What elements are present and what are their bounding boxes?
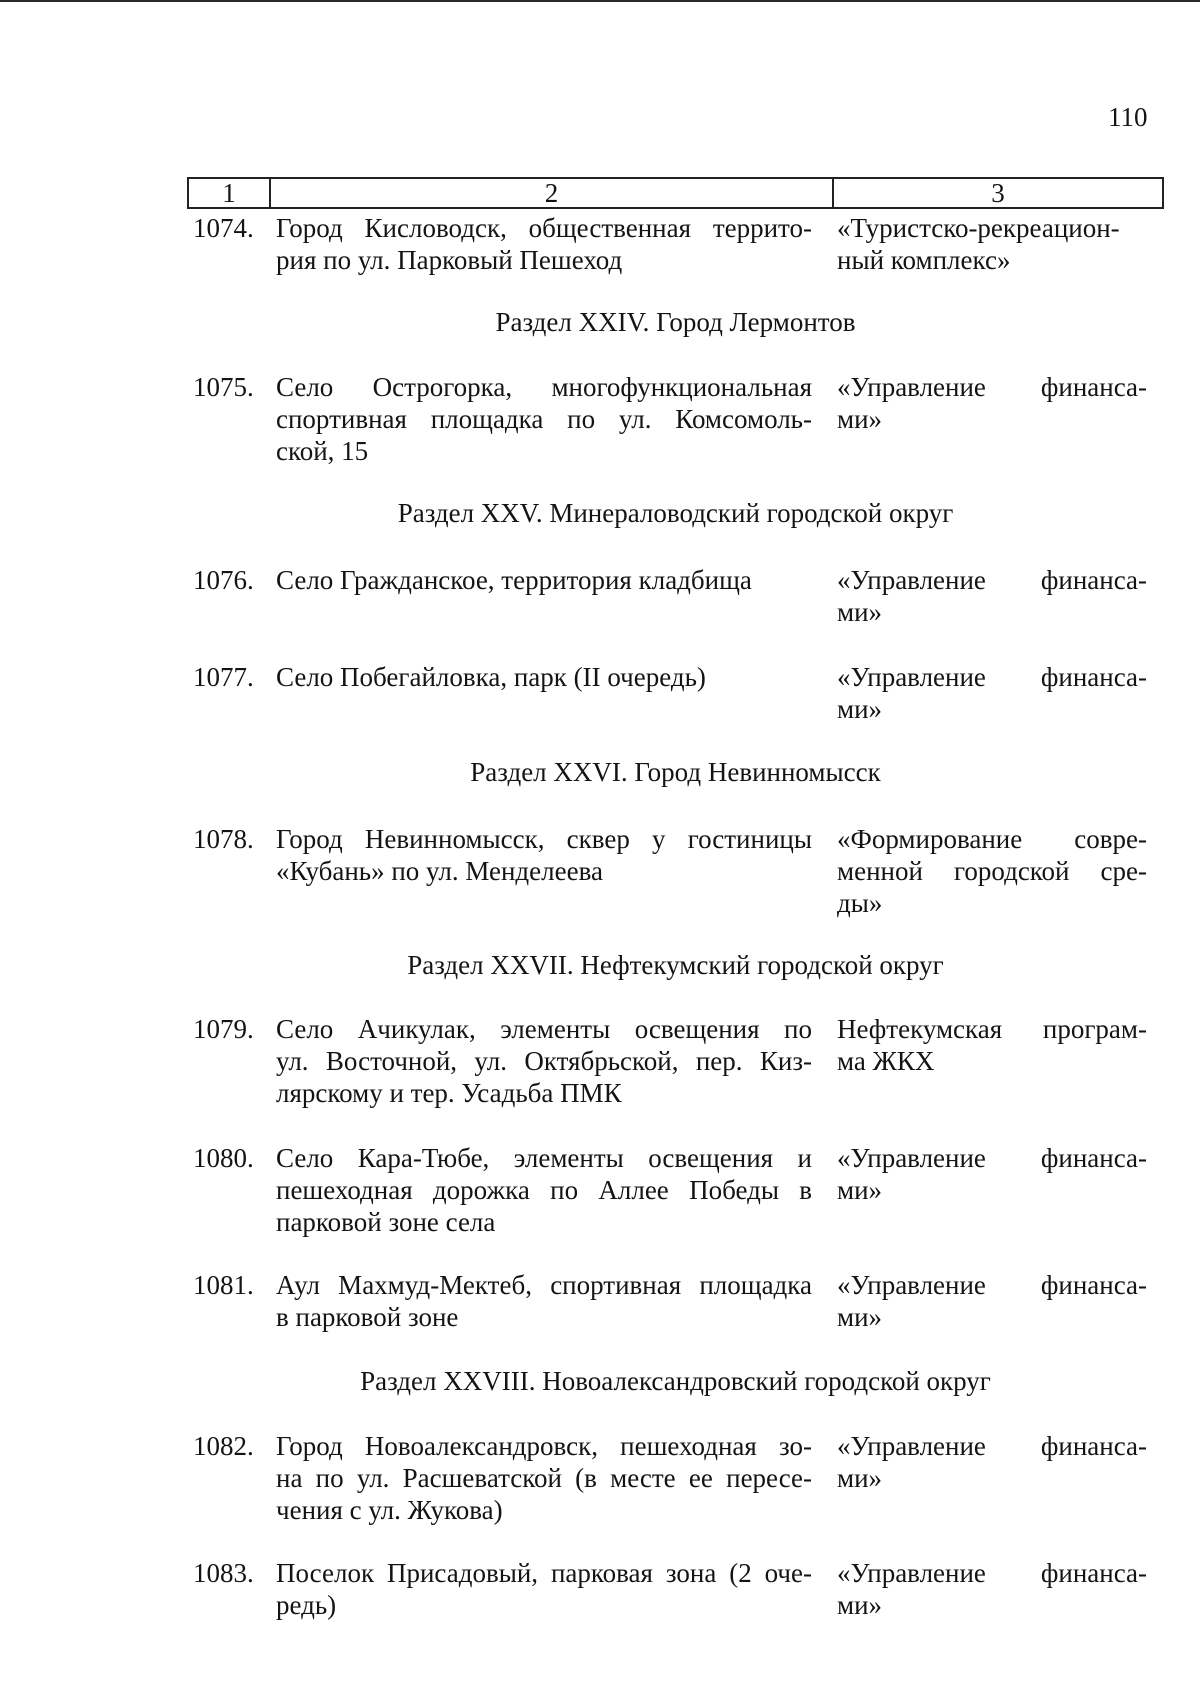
prog-line: ды»	[837, 888, 883, 918]
row-program	[837, 1430, 1147, 1494]
prog-line: ми»	[837, 597, 883, 627]
desc-line: Село Ачикулак, элементы освещения по	[276, 1014, 812, 1044]
prog-line: ми»	[837, 1463, 883, 1493]
desc-line: редь)	[276, 1590, 337, 1620]
row-program	[837, 661, 1147, 725]
desc-line: ской, 15	[276, 436, 369, 466]
row-number: 1079.	[193, 1014, 254, 1044]
table-column-header	[187, 177, 1164, 209]
row-number: 1076.	[193, 565, 254, 595]
section-heading: Раздел XXV. Минераловодский городской округ	[397, 498, 954, 528]
row-number: 1080.	[193, 1143, 254, 1173]
row-number: 1078.	[193, 824, 254, 854]
prog-line: ми»	[837, 1590, 883, 1620]
row-description	[276, 1142, 812, 1238]
row-program	[837, 564, 1147, 628]
desc-line: рия по ул. Парковый Пешеход	[276, 245, 623, 275]
prog-line: «Туристско-рекреацион-	[837, 213, 1120, 243]
row-description	[276, 1269, 812, 1333]
prog-line: ми»	[837, 694, 883, 724]
row-number: 1077.	[193, 662, 254, 692]
desc-line: «Кубань» по ул. Менделеева	[276, 856, 603, 886]
row-program	[837, 1142, 1147, 1206]
row-program	[837, 1269, 1147, 1333]
desc-line: пешеходная дорожка по Аллее Победы в	[276, 1175, 812, 1205]
column-header-2: 2	[271, 179, 834, 207]
column-header-1: 1	[189, 179, 271, 207]
desc-line: Город Новоалександровск, пешеходная зо-	[276, 1431, 812, 1461]
row-description	[276, 661, 812, 693]
prog-line: менной городской сре-	[837, 856, 1147, 886]
desc-line: Город Кисловодск, общественная террито-	[276, 213, 812, 243]
row-program	[837, 212, 1147, 276]
section-heading: Раздел XXVII. Нефтекумский городской округ	[407, 950, 944, 980]
prog-line: «Управление финанса-	[837, 662, 1147, 692]
desc-line: чения с ул. Жукова)	[276, 1495, 503, 1525]
desc-line: Поселок Присадовый, парковая зона (2 оче-	[276, 1558, 812, 1588]
row-program	[837, 823, 1147, 919]
desc-line: спортивная площадка по ул. Комсомоль-	[276, 404, 812, 434]
prog-line: ный комплекс»	[837, 245, 1011, 275]
prog-line: Нефтекумская програм-	[837, 1014, 1147, 1044]
prog-line: «Управление финанса-	[837, 1143, 1147, 1173]
row-description	[276, 212, 812, 276]
row-number: 1075.	[193, 372, 254, 402]
desc-line: парковой зоне села	[276, 1207, 496, 1237]
desc-line: Село Побегайловка, парк (II очередь)	[276, 662, 706, 692]
row-description	[276, 1557, 812, 1621]
row-description	[276, 371, 812, 467]
desc-line: Город Невинномысск, сквер у гостиницы	[276, 824, 812, 854]
row-description	[276, 1013, 812, 1109]
row-number: 1074.	[193, 213, 254, 243]
page-top-edge	[0, 0, 1200, 2]
desc-line: Село Гражданское, территория кладбища	[276, 565, 752, 595]
prog-line: «Управление финанса-	[837, 1270, 1147, 1300]
section-heading: Раздел XXVI. Город Невинномысск	[470, 757, 881, 787]
prog-line: «Управление финанса-	[837, 1558, 1147, 1588]
row-description	[276, 823, 812, 887]
prog-line: ми»	[837, 1302, 883, 1332]
row-number: 1082.	[193, 1431, 254, 1461]
desc-line: в парковой зоне	[276, 1302, 459, 1332]
prog-line: «Управление финанса-	[837, 565, 1147, 595]
row-program	[837, 371, 1147, 435]
desc-line: Село Кара-Тюбе, элементы освещения и	[276, 1143, 812, 1173]
row-program	[837, 1013, 1147, 1077]
section-heading: Раздел XXIV. Город Лермонтов	[495, 307, 856, 337]
desc-line: Село Острогорка, многофункциональная	[276, 372, 812, 402]
row-description	[276, 564, 812, 596]
desc-line: на по ул. Расшеватской (в месте ее пересе-	[276, 1463, 812, 1493]
prog-line: ми»	[837, 1175, 883, 1205]
row-program	[837, 1557, 1147, 1621]
row-number: 1081.	[193, 1270, 254, 1300]
column-header-3: 3	[991, 178, 1005, 208]
prog-line: ми»	[837, 404, 883, 434]
prog-line: «Формирование совре-	[837, 824, 1147, 854]
prog-line: «Управление финанса-	[837, 1431, 1147, 1461]
desc-line: лярскому и тер. Усадьба ПМК	[276, 1078, 622, 1108]
section-heading: Раздел XXVIII. Новоалександровский городской округ	[360, 1366, 991, 1396]
desc-line: ул. Восточной, ул. Октябрьской, пер. Киз-	[276, 1046, 812, 1076]
prog-line: ма ЖКХ	[837, 1046, 935, 1076]
page-number: 110	[1108, 102, 1148, 132]
row-number: 1083.	[193, 1558, 254, 1588]
prog-line: «Управление финанса-	[837, 372, 1147, 402]
row-description	[276, 1430, 812, 1526]
desc-line: Аул Махмуд-Мектеб, спортивная площадка	[276, 1270, 812, 1300]
